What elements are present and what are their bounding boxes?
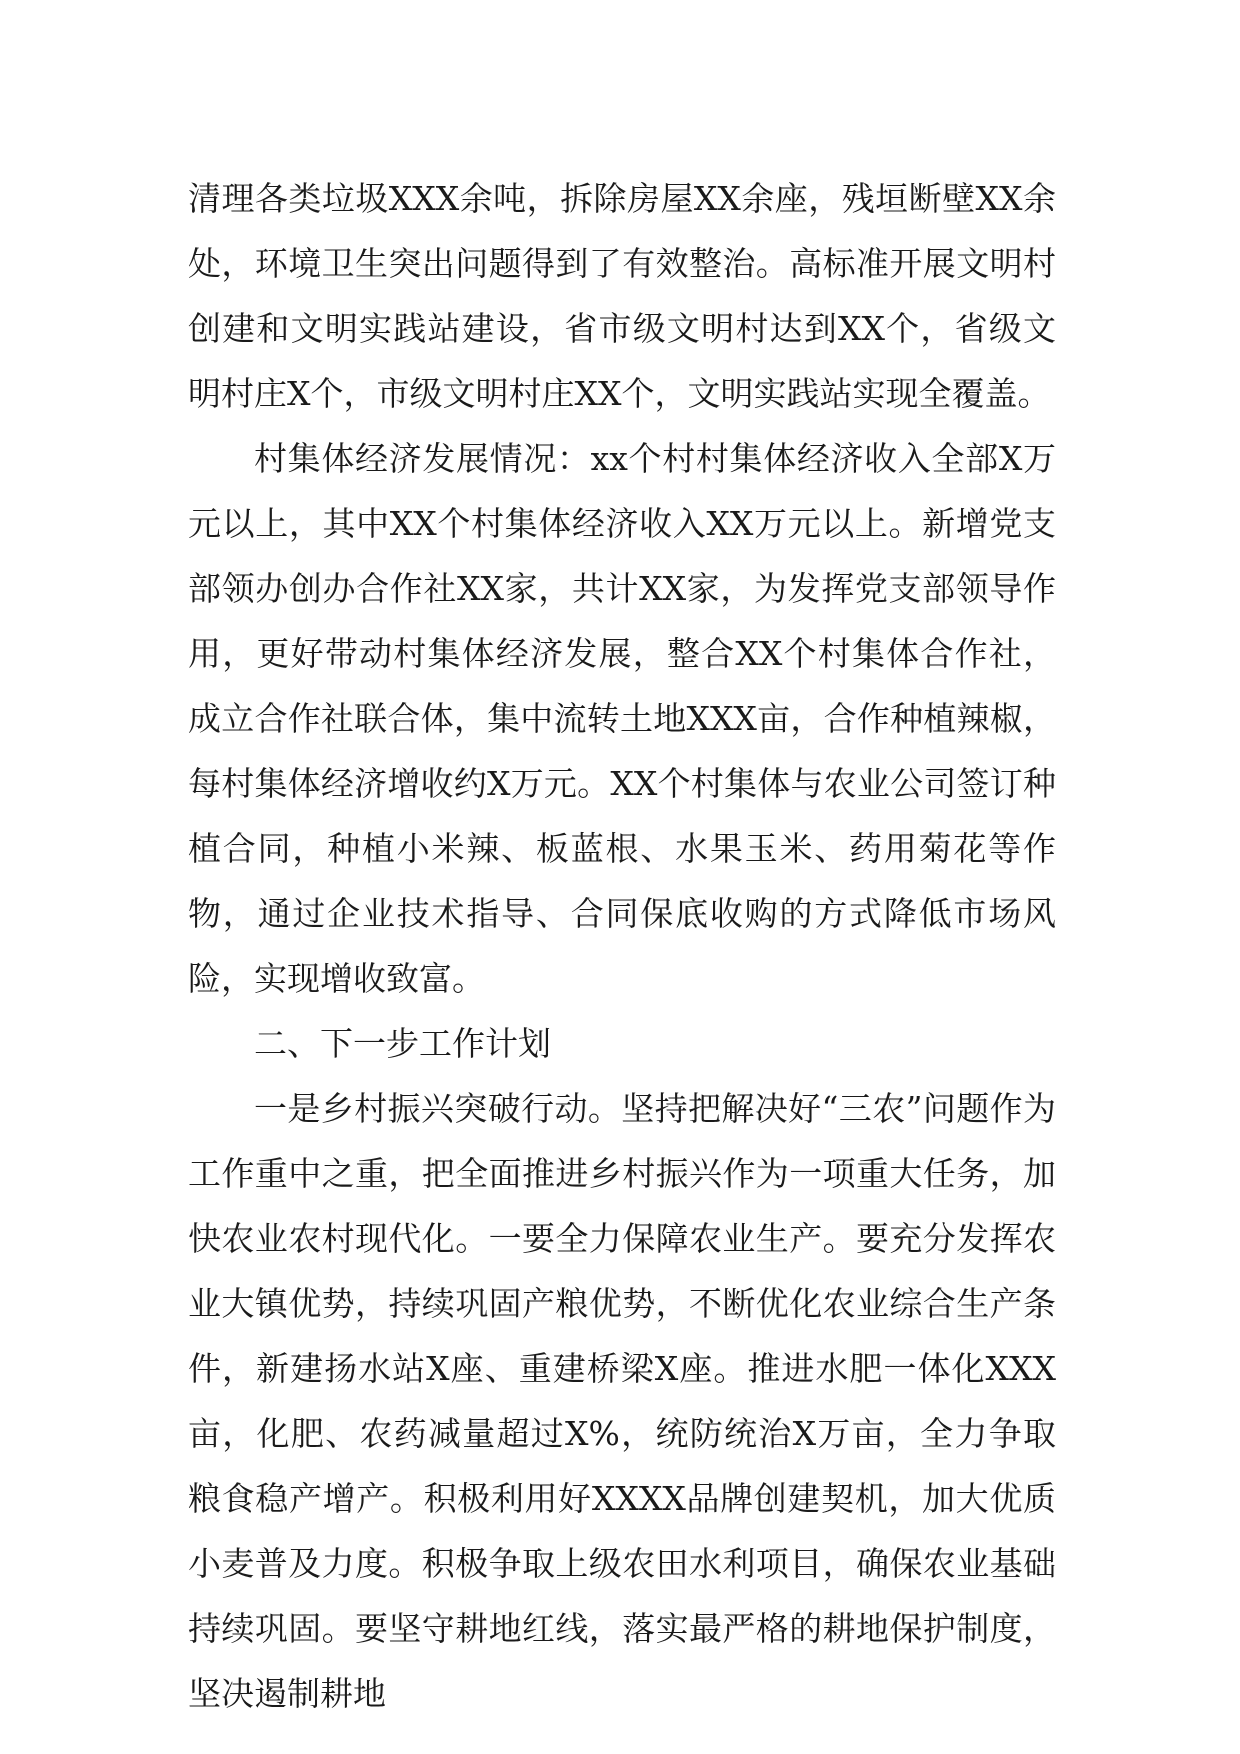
paragraph-rural-revitalization: 一是乡村振兴突破行动。坚持把解决好“三农”问题作为工作重中之重，把全面推进乡村振兴作为一项重大任务，加快农业农村现代化。一要全力保障农业生产。要充分发挥农业大镇优势，持续巩固产粮优势，不断优化农业综合生产条件，新建扬水站X座、重建桥梁X座。推进水肥一体化XXX亩，化肥、农药减量超过X%，统防统治X万亩，全力争取粮食稳产增产。积极利用好XXXX品牌创建契机，加大优质小麦普及力度。积极争取上级农田水利项目，确保农业基础持续巩固。要坚守耕地红线，落实最严格的耕地保护制度，坚决遏制耕地 xyxy=(188,1089,1056,1713)
paragraph-collective-economy: 村集体经济发展情况：xx个村村集体经济收入全部X万元以上，其中XX个村集体经济收入XX万元以上。新增党支部领办创办合作社XX家，共计XX家，为发挥党支部领导作用，更好带动村集体经济发展，整合XX个村集体合作社，成立合作社联合体，集中流转土地XXX亩，合作种植辣椒，每村集体经济增收约X万元。XX个村集体与农业公司签订种植合同，种植小米辣、板蓝根、水果玉米、药用菊花等作物，通过企业技术指导、合同保底收购的方式降低市场风险，实现增收致富。 xyxy=(188,439,1056,998)
paragraph-environment: 清理各类垃圾XXX余吨，拆除房屋XX余座，残垣断壁XX余处，环境卫生突出问题得到了有效整治。高标准开展文明村创建和文明实践站建设，省市级文明村达到XX个，省级文明村庄X个，市级文明村庄XX个，文明实践站实现全覆盖。 xyxy=(188,179,1056,413)
section-heading-next-plan: 二、下一步工作计划 xyxy=(254,1024,551,1063)
document-body xyxy=(188,166,1056,1726)
